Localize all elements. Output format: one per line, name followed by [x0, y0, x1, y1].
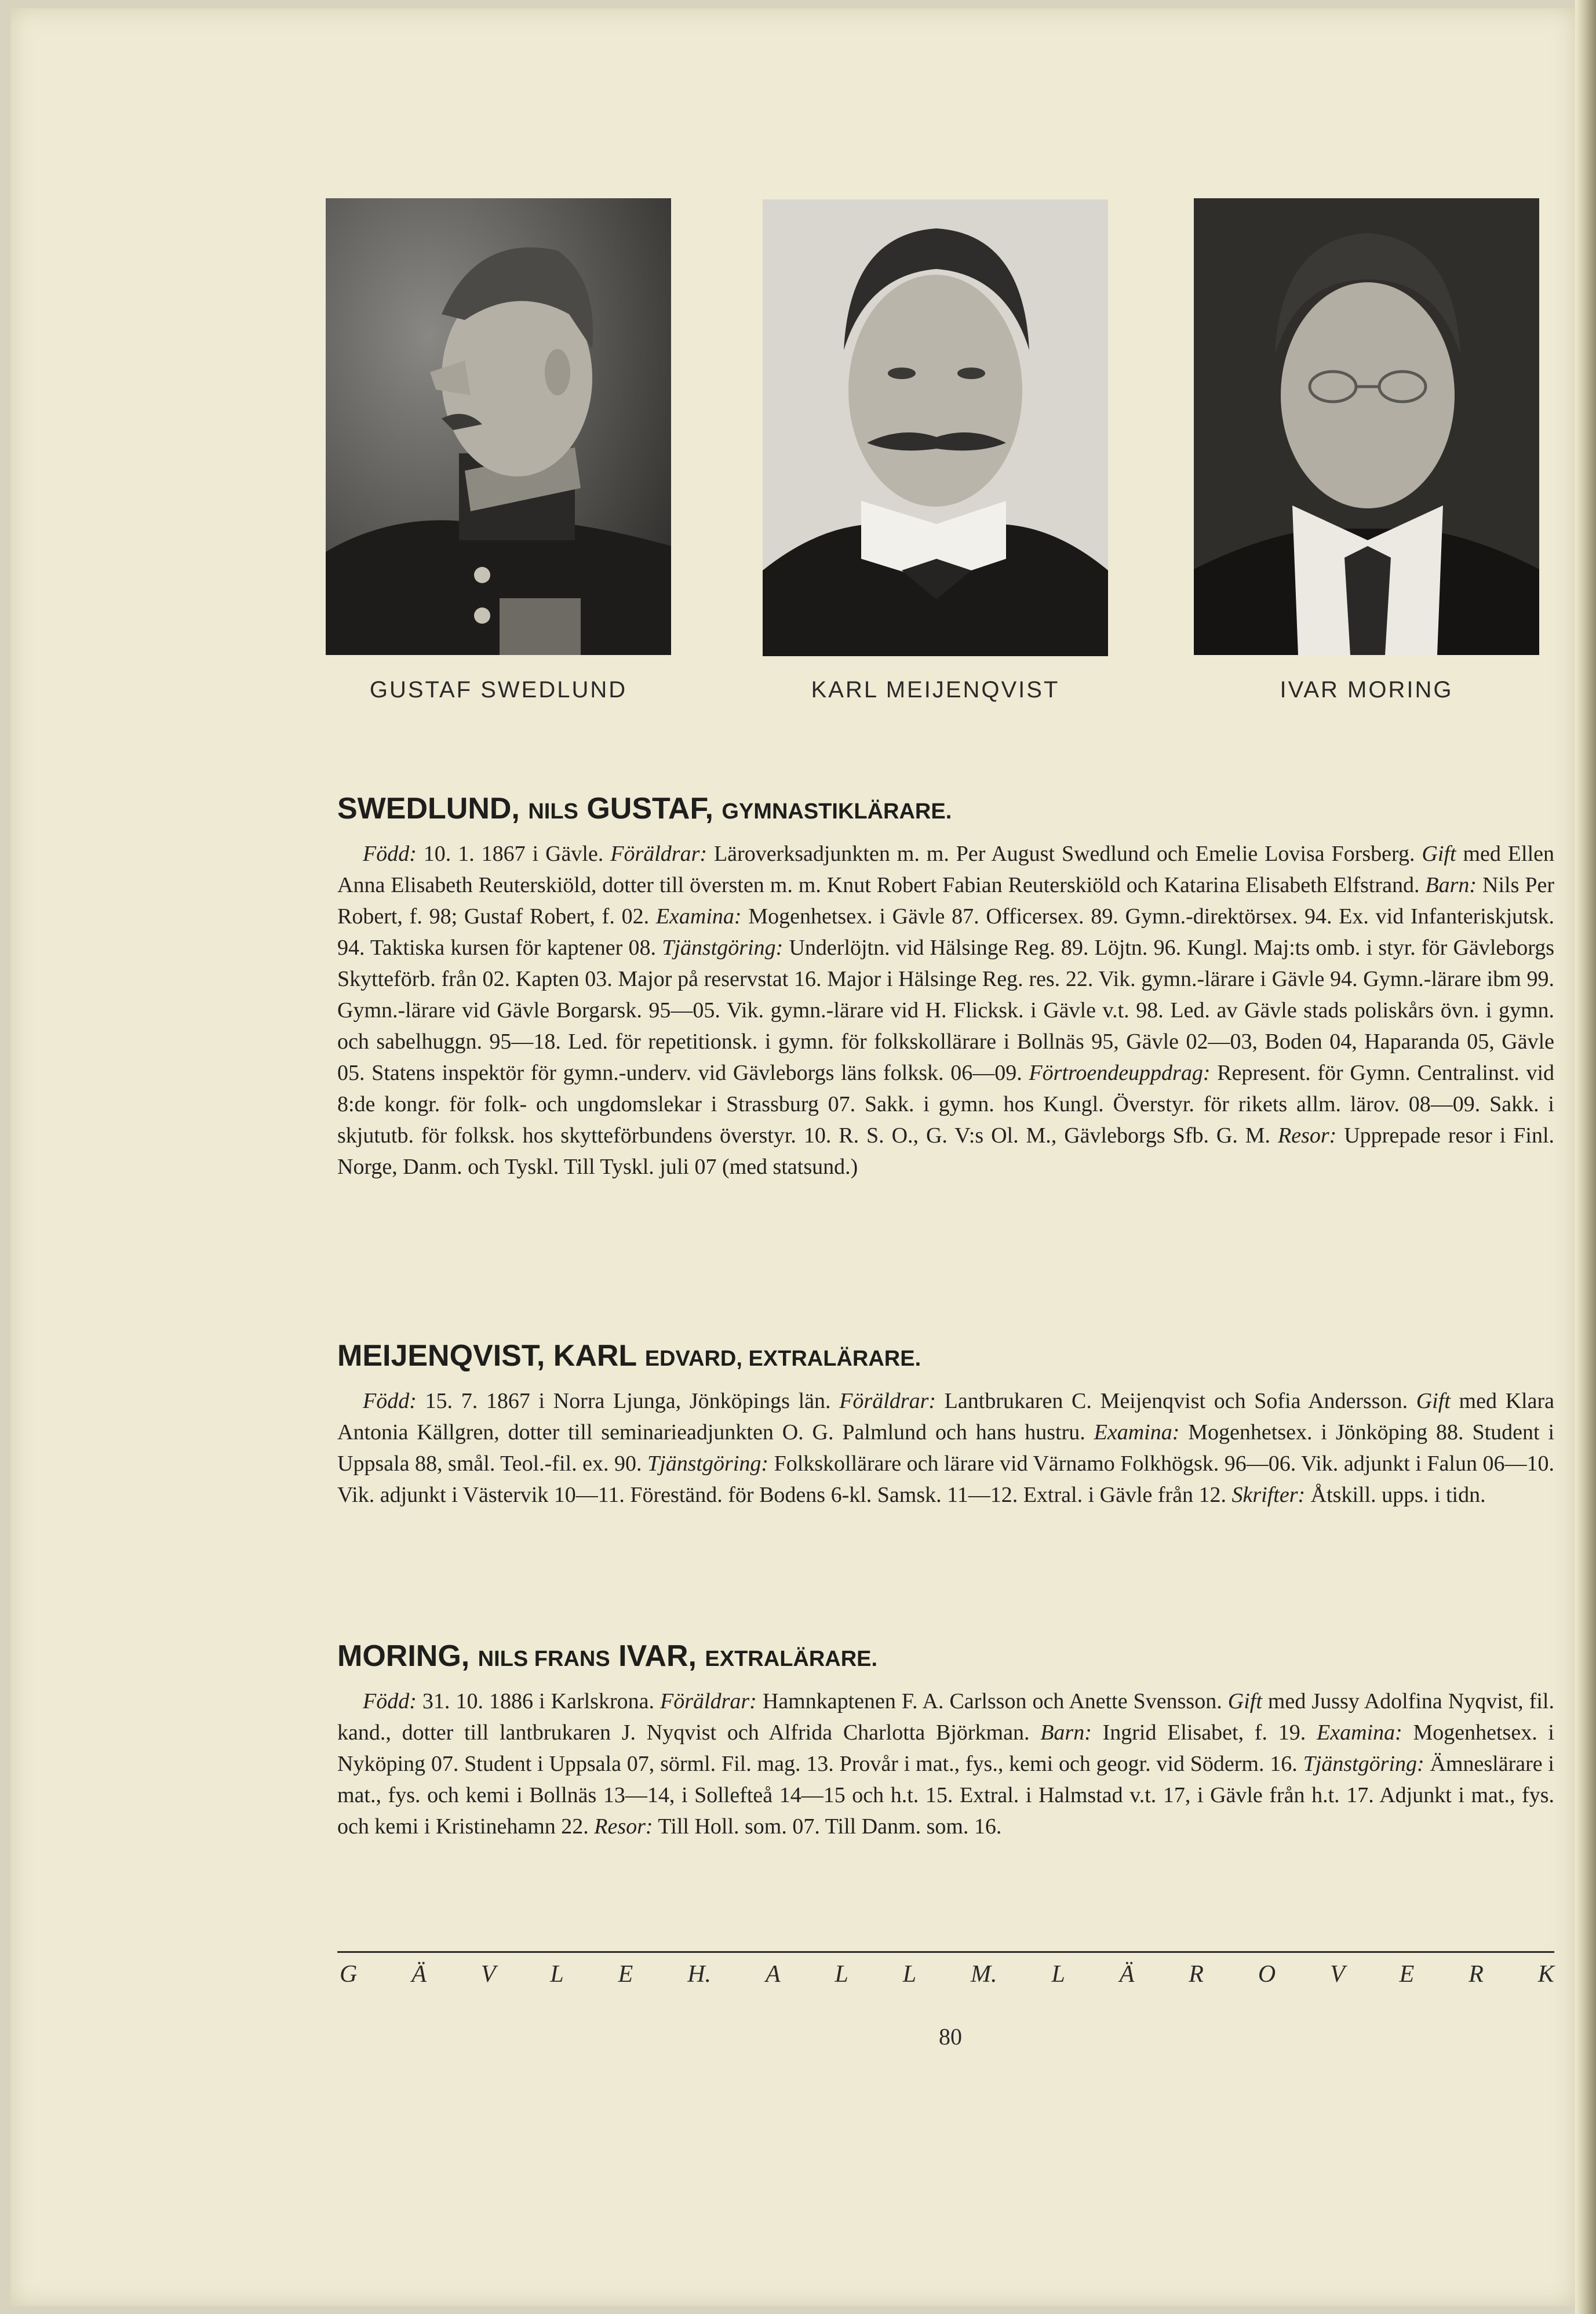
field-label: Född:: [363, 1388, 417, 1413]
footer-letter: V: [1330, 1961, 1345, 1988]
field-text: Ingrid Elisabet, f. 19.: [1091, 1720, 1317, 1745]
footer-letter: L: [835, 1961, 848, 1988]
field-text: med Jussy Adolfina Nyqvist, fil. kand., dotter till lantbrukaren J. Nyqvist och Alfrida Charlotta Björkman.: [337, 1689, 1554, 1745]
entry-heading: [337, 1339, 1554, 1374]
field-label: Resor:: [594, 1814, 653, 1839]
field-text: Mogenhetsex. i Gävle 87. Officersex. 89. Gymn.-direktörsex. 94. Ex. vid Infanteriskjutsk. 94. Taktiska kursen för kaptener 08.: [337, 904, 1554, 960]
entry-body: [337, 1385, 1554, 1511]
field-text: Ämneslärare i mat., fys. och kemi i Bollnäs 13—14, i Sollefteå 14—15 och h.t. 15. Extral. i Halmstad v.t. 17, i Gävle från h.t. 17. Adjunkt i mat., fys. och kemi i Kristinehamn 22.: [337, 1751, 1554, 1839]
field-label: Resor:: [1277, 1123, 1337, 1148]
entry-title: EXTRALÄRARE.: [705, 1647, 878, 1671]
field-text: Folkskollärare och lärare vid Värnamo Folkhögsk. 96—06. Vik. adjunkt i Falun 06—10. Vik. adjunkt i Västervik 10—11. Föreständ. för Bodens 6-kl. Samsk. 11—12. Extral. i Gävle från 12.: [337, 1451, 1554, 1507]
field-label: Född:: [363, 841, 417, 866]
footer-letter: R: [1189, 1961, 1204, 1988]
field-text: Underlöjtn. vid Hälsinge Reg. 89. Löjtn. 96. Kungl. Maj:ts omb. i styr. för Gävleborgs Skytteförb. från 02. Kapten 03. Major på reservstat 16. Major i Hälsinge Reg. res. 22. Vik. gymn.-lärare i Gävle 94. Gymn.-lärare ibm 99. Gymn.-lärare vid Gävle Borgarsk. 95—05. Vik. gymn.-lärare vid H. Flicksk. i Gävle v.t. 98. Led. av Gävle stads poliskårs övn. i gymn. och sabelhuggn. 95—18. Led. för repetitionsk. i gymn. för folkskollärare i Bollnäs 95, Gävle 02—03, Boden 04, Haparanda 05, Gävle 05. Statens inspektör för gymn.-underv. vid Gävleborgs läns folksk. 06—09.: [337, 935, 1554, 1085]
field-text: 31. 10. 1886 i Karlskrona.: [416, 1689, 661, 1713]
footer-letter: A: [765, 1961, 781, 1988]
footer-letter: R: [1469, 1961, 1484, 1988]
entry-given-small: NILS FRANS: [478, 1647, 610, 1671]
field-label: Tjänstgöring:: [1303, 1751, 1424, 1776]
entry-surname: MORING,: [337, 1639, 470, 1673]
field-text: Mogenhetsex. i Jönköping 88. Student i Uppsala 88, smål. Teol.-fil. ex. 90.: [337, 1420, 1555, 1476]
entry-body: [337, 1686, 1554, 1842]
field-label: Barn:: [1040, 1720, 1092, 1745]
biography-entry: [337, 1639, 1554, 1842]
field-text: Upprepade resor i Finl. Norge, Danm. och Tyskl. Till Tyskl. juli 07 (med statsund.): [337, 1123, 1555, 1179]
field-text: Åtskill. upps. i tidn.: [1305, 1482, 1486, 1507]
field-label: Examina:: [655, 904, 742, 929]
footer-letter: O: [1258, 1961, 1276, 1988]
field-label: Examina:: [1094, 1420, 1180, 1445]
page-number: 80: [939, 2024, 962, 2050]
entry-surname: SWEDLUND,: [337, 792, 520, 825]
field-label: Skrifter:: [1231, 1482, 1306, 1507]
field-label: Examina:: [1316, 1720, 1402, 1745]
footer-letter: L: [550, 1961, 564, 1988]
footer-letter: G: [340, 1961, 358, 1988]
field-text: med Klara Antonia Källgren, dotter till seminarieadjunkten O. G. Palmlund och hans hustru.: [337, 1388, 1554, 1445]
entry-body: [337, 838, 1554, 1183]
footer-letter: L: [1051, 1961, 1065, 1988]
field-label: Föräldrar:: [660, 1689, 757, 1713]
field-label: Föräldrar:: [839, 1388, 937, 1413]
footer-letter: L: [902, 1961, 917, 1988]
entry-given-name: GUSTAF,: [586, 792, 713, 825]
field-text: Till Holl. som. 07. Till Danm. som. 16.: [653, 1814, 1002, 1839]
running-footer: [340, 1960, 1554, 1988]
entry-heading: [337, 1639, 1554, 1674]
page-edge: [1575, 0, 1596, 2314]
field-label: Tjänstgöring:: [662, 935, 784, 960]
field-text: 10. 1. 1867 i Gävle.: [416, 841, 611, 866]
field-text: Hamnkaptenen F. A. Carlsson och Anette Svensson.: [756, 1689, 1228, 1713]
field-label: Gift: [1422, 841, 1456, 866]
portrait-photo-meijenqvist: [763, 199, 1108, 656]
footer-letter: V: [480, 1961, 496, 1988]
field-text: Nils Per Robert, f. 98; Gustaf Robert, f. 02.: [337, 872, 1554, 929]
field-text: 15. 7. 1867 i Norra Ljunga, Jönköpings län.: [416, 1388, 840, 1413]
entry-given-small: NILS: [528, 799, 578, 824]
field-label: Tjänstgöring:: [647, 1451, 769, 1476]
field-text: Läroverksadjunkten m. m. Per August Swedlund och Emelie Lovisa Forsberg.: [707, 841, 1422, 866]
field-label: Gift: [1416, 1388, 1451, 1413]
portrait-photo-swedlund: [326, 198, 671, 655]
footer-letter: E: [618, 1961, 633, 1988]
field-text: med Ellen Anna Elisabeth Reuterskiöld, dotter till översten m. m. Knut Robert Fabian Reuterskiöld och Katarina Elisabeth Elfstrand.: [337, 841, 1555, 897]
footer-letter: K: [1537, 1961, 1554, 1988]
field-label: Förtroendeuppdrag:: [1029, 1060, 1211, 1085]
portrait-caption: KARL MEIJENQVIST: [811, 677, 1060, 703]
field-label: Föräldrar:: [610, 841, 708, 866]
portrait-caption: IVAR MORING: [1280, 677, 1453, 703]
footer-rule: [337, 1951, 1554, 1953]
field-text: Represent. för Gymn. Centralinst. vid 8:de kongr. för folk- och ungdomslekar i Strassburg 07. Sakk. i gymn. hos Kungl. Överstyr. för rikets allm. lärov. 08—09. Sakk. i skjututb. för folksk. hos skytteförbundens överstyr. 10. R. S. O., G. V:s Ol. M., Gävleborgs Sfb. G. M.: [337, 1060, 1555, 1148]
footer-letter: E: [1399, 1961, 1415, 1988]
entry-given-name: KARL: [553, 1339, 637, 1373]
field-label: Barn:: [1425, 872, 1477, 897]
entry-surname: MEIJENQVIST,: [337, 1339, 545, 1373]
entry-heading: [337, 792, 1554, 827]
biography-entry: [337, 792, 1554, 1183]
portrait-caption: GUSTAF SWEDLUND: [369, 677, 628, 703]
entry-title: GYMNASTIKLÄRARE.: [722, 799, 952, 824]
entry-given-name: IVAR,: [618, 1639, 697, 1673]
footer-letter: H.: [687, 1961, 712, 1988]
field-label: Född:: [363, 1689, 417, 1713]
footer-letter: Ä: [1119, 1961, 1135, 1988]
field-label: Gift: [1227, 1689, 1262, 1713]
portrait-photo-moring: [1194, 198, 1539, 655]
biography-entry: [337, 1339, 1554, 1511]
footer-letter: Ä: [411, 1961, 427, 1988]
field-text: Mogenhetsex. i Nyköping 07. Student i Uppsala 07, sörml. Fil. mag. 13. Provår i mat., fys., kemi och geogr. vid Söderm. 16.: [337, 1720, 1554, 1776]
footer-letter: M.: [971, 1961, 997, 1988]
entry-title: EDVARD, EXTRALÄRARE.: [644, 1347, 921, 1371]
field-text: Lantbrukaren C. Meijenqvist och Sofia Andersson.: [936, 1388, 1416, 1413]
